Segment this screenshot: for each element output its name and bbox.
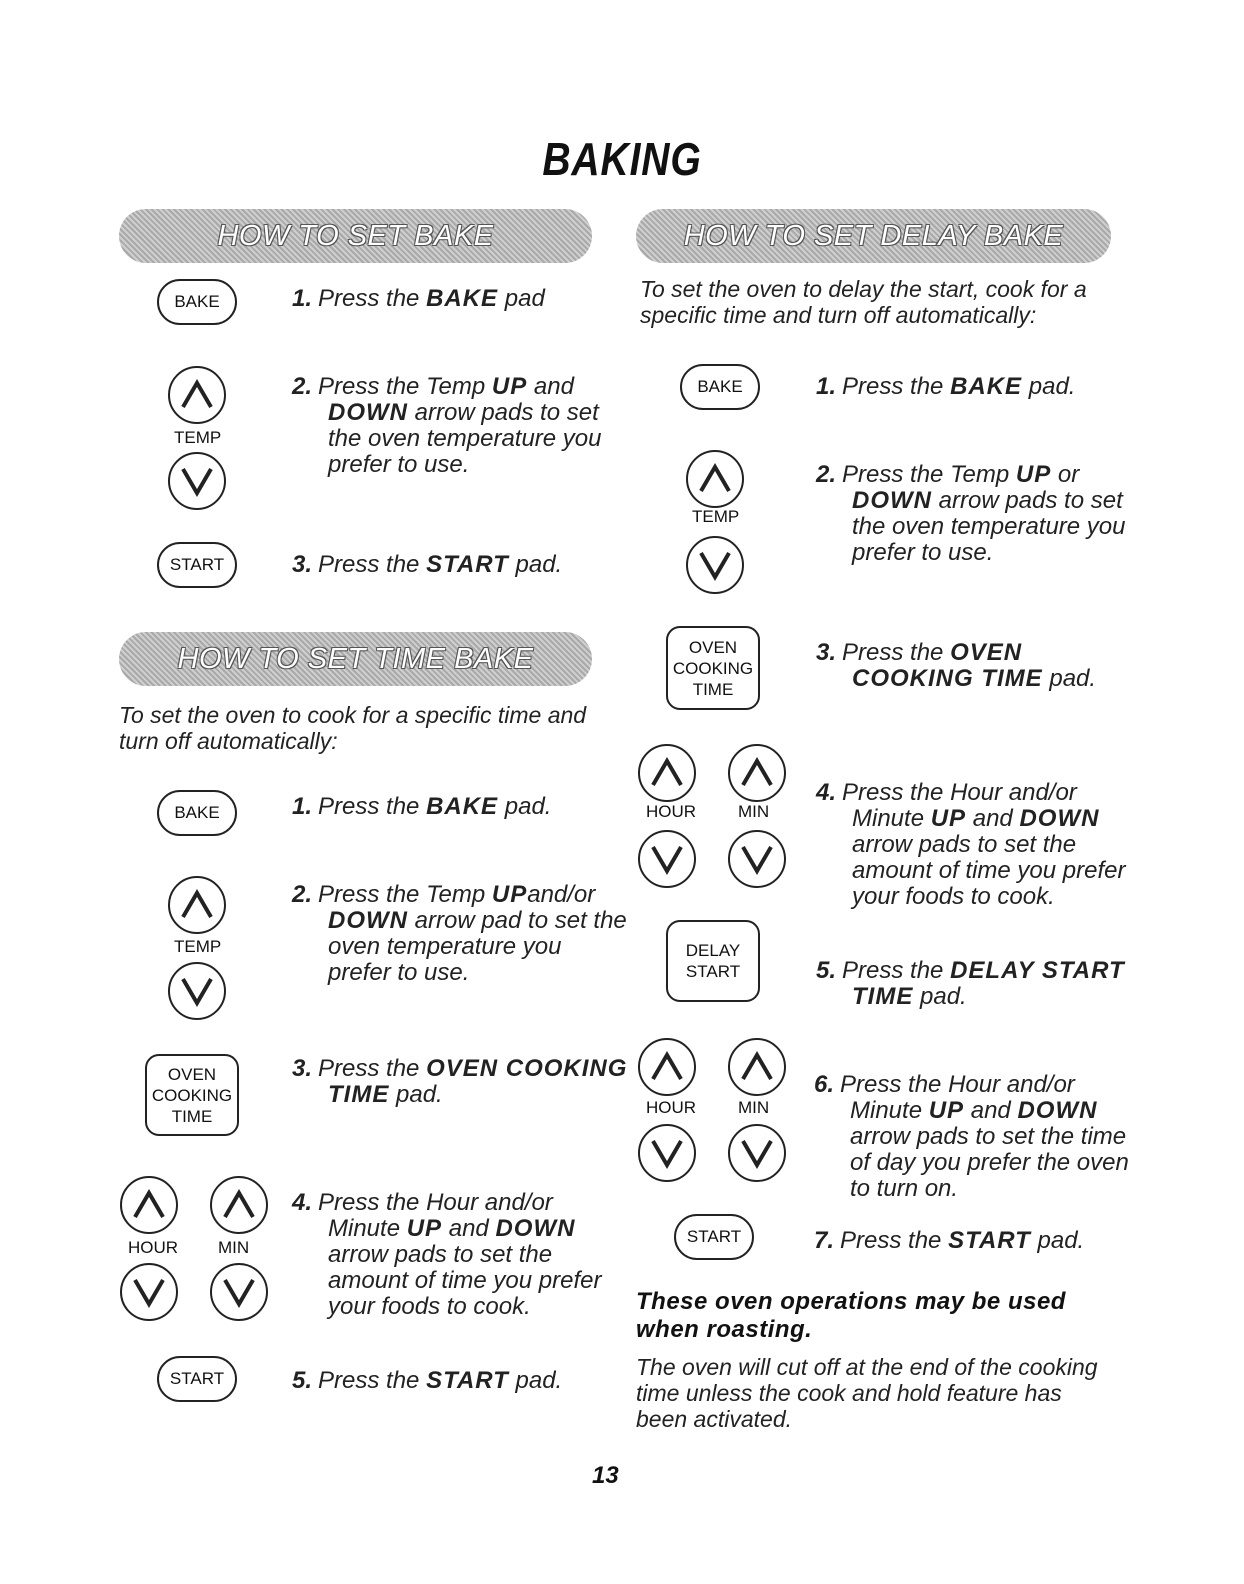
delay-bake-banner [636,209,1111,263]
temp-down-arrow-button[interactable] [168,962,226,1020]
pad-label-line: COOKING [672,658,754,678]
time-bake-step-5 [292,1368,592,1394]
down-arrow-icon [219,1274,259,1310]
step-number: 3. [816,639,837,666]
step-keyword: START [426,1367,509,1394]
min-up-arrow-button[interactable] [210,1176,268,1234]
step-keyword: DOWN [328,399,408,426]
up-arrow-icon [737,755,777,791]
step-number: 4. [816,779,837,806]
step-text: Press the [318,1367,427,1394]
min-label: MIN [738,1098,770,1117]
oven-cooking-time-pad[interactable] [666,626,760,710]
pad-label-line: COOKING [151,1085,233,1105]
step-text: pad. [508,1367,563,1394]
step-keyword: UP [491,881,528,908]
bake-pad-label: BAKE [174,292,220,311]
step-text: Press the Temp [318,881,492,908]
step-text: pad. [1030,1227,1085,1254]
step-text: Press the [842,957,951,984]
bake-pad-label: BAKE [697,377,743,396]
down-arrow-icon [177,463,217,499]
down-arrow-icon [737,1135,777,1171]
hour-down-arrow-button[interactable] [638,830,696,888]
delay-start-pad[interactable] [666,920,760,1002]
temp-up-arrow-button[interactable] [686,450,744,508]
page-number: 13 [592,1462,619,1489]
hour-down-arrow-button[interactable] [638,1124,696,1182]
step-keyword: UP [930,805,967,832]
hour-up-arrow-button[interactable] [120,1176,178,1234]
temp-down-arrow-button[interactable] [168,452,226,510]
delay-bake-banner-text: HOW TO SET DELAY BAKE [683,219,1064,252]
step-text: arrow pads to set the amount of time you prefer your foods to cook. [328,1241,602,1320]
time-bake-step-2 [292,882,628,986]
time-bake-banner [119,632,592,686]
down-arrow-icon [647,841,687,877]
step-text: arrow pads to set the oven temperature you prefer to use. [852,487,1126,566]
step-text: arrow pad to set the oven temperature you prefer to use. [328,907,627,986]
start-pad[interactable] [157,542,237,588]
step-number: 2. [292,881,313,908]
step-text: or [1051,461,1080,488]
step-keyword: BAKE [950,373,1023,400]
pad-label-line: TIME [692,679,734,699]
step-text: pad. [498,793,552,820]
step-number: 5. [816,957,837,984]
pad-label-line: TIME [171,1106,213,1126]
step-text: Press the [318,285,427,312]
delay-bake-step-5 [816,958,1147,1010]
down-arrow-icon [129,1274,169,1310]
set-bake-banner [119,209,592,263]
temp-label: TEMP [174,937,222,956]
hour-label: HOUR [128,1238,179,1257]
step-number: 1. [292,285,313,312]
bake-pad-label: BAKE [174,803,220,822]
step-keyword: BAKE [426,285,499,312]
down-arrow-icon [177,973,217,1009]
step-number: 3. [292,551,313,578]
bake-pad[interactable] [157,790,237,836]
step-keyword: DELAY START TIME [852,957,1125,1010]
step-keyword: DOWN [495,1215,576,1242]
step-keyword: UP [406,1215,443,1242]
start-pad[interactable] [674,1214,754,1260]
step-text: and/or [527,881,596,908]
up-arrow-icon [737,1049,777,1085]
bake-pad[interactable] [680,364,760,410]
step-text: pad [498,285,545,312]
step-number: 5. [292,1367,313,1394]
step-keyword: UP [1015,461,1052,488]
up-arrow-icon [647,1049,687,1085]
step-text: Press the [840,1227,949,1254]
step-text: Press the Temp [842,461,1016,488]
step-number: 6. [814,1071,835,1098]
delay-bake-step-1 [816,374,1111,400]
step-text: arrow pads to set the time of day you prefer the oven to turn on. [850,1123,1129,1202]
step-text: and [966,805,1020,832]
delay-bake-step-2 [816,462,1147,566]
temp-label: TEMP [692,507,740,526]
step-text: Press the [318,551,427,578]
step-number: 2. [292,373,313,400]
step-keyword: START [948,1227,1031,1254]
step-keyword: OVEN COOKING TIME [328,1055,628,1108]
step-text: arrow pads to set the amount of time you prefer your foods to cook. [852,831,1126,910]
step-text: Press the Hour and/or Minute [318,1189,553,1242]
hour-label: HOUR [646,802,697,821]
delay-bake-intro: To set the oven to delay the start, cook for a specific time and turn off automatically: [640,276,1087,328]
step-text: Press the [318,793,427,820]
step-text: pad. [913,983,967,1010]
bake-pad[interactable] [157,279,237,325]
page-title: BAKING [542,133,702,185]
step-number: 3. [292,1055,313,1082]
time-bake-banner-text: HOW TO SET TIME BAKE [177,642,534,675]
start-pad-label: START [169,1369,225,1388]
delay-bake-step-7 [814,1228,1111,1254]
step-keyword: DOWN [1019,805,1100,832]
pad-label-line: OVEN [167,1064,217,1084]
up-arrow-icon [695,461,735,497]
step-text: Press the Hour and/or Minute [840,1071,1075,1124]
roasting-notice: These oven operations may be used when roasting. [636,1288,1066,1343]
min-label: MIN [738,802,770,821]
step-text: Press the [842,373,951,400]
min-up-arrow-button[interactable] [728,744,786,802]
step-number: 4. [292,1189,313,1216]
time-bake-step-1 [292,794,592,820]
step-text: Press the Temp [318,373,492,400]
set-bake-banner-text: HOW TO SET BAKE [217,219,494,252]
step-text: Press the [842,639,951,666]
cutoff-footnote: The oven will cut off at the end of the cooking time unless the cook and hold feature has been activated. [636,1354,1098,1432]
delay-bake-step-6 [814,1072,1147,1202]
up-arrow-icon [177,377,217,413]
start-pad[interactable] [157,1356,237,1402]
step-text: and [964,1097,1018,1124]
up-arrow-icon [219,1187,259,1223]
set-bake-step-3 [292,552,592,578]
step-keyword: START [426,551,509,578]
up-arrow-icon [647,755,687,791]
step-keyword: OVEN COOKING TIME [852,639,1043,692]
down-arrow-icon [647,1135,687,1171]
step-number: 7. [814,1227,835,1254]
hour-down-arrow-button[interactable] [120,1263,178,1321]
step-keyword: UP [491,373,528,400]
hour-label: HOUR [646,1098,697,1117]
temp-up-arrow-button[interactable] [168,366,226,424]
time-bake-step-4 [292,1190,628,1320]
pad-label-line: DELAY [685,941,741,960]
step-keyword: DOWN [1017,1097,1098,1124]
start-pad-label: START [686,1227,742,1246]
step-text: pad. [1022,373,1076,400]
time-bake-intro: To set the oven to cook for a specific time and turn off automatically: [119,702,587,754]
min-up-arrow-button[interactable] [728,1038,786,1096]
up-arrow-icon [129,1187,169,1223]
step-keyword: UP [928,1097,965,1124]
hour-up-arrow-button[interactable] [638,744,696,802]
start-pad-label: START [169,555,225,574]
step-text: and [442,1215,496,1242]
temp-label: TEMP [174,428,222,447]
step-text: Press the [318,1055,427,1082]
step-number: 1. [292,793,313,820]
set-bake-step-2 [292,374,628,478]
step-text: arrow pads to set the oven temperature you prefer to use. [328,399,602,478]
step-number: 2. [816,461,837,488]
hour-up-arrow-button[interactable] [638,1038,696,1096]
down-arrow-icon [737,841,777,877]
step-keyword: BAKE [426,793,499,820]
step-text: Press the Hour and/or Minute [842,779,1077,832]
step-text: pad. [508,551,563,578]
min-down-arrow-button[interactable] [728,830,786,888]
down-arrow-icon [695,547,735,583]
time-bake-step-3 [292,1056,628,1108]
step-number: 1. [816,373,837,400]
pad-label-line: START [685,962,741,981]
min-label: MIN [218,1238,250,1257]
min-down-arrow-button[interactable] [728,1124,786,1182]
step-text: and [527,373,574,400]
step-keyword: DOWN [852,487,932,514]
step-keyword: DOWN [328,907,408,934]
step-text: pad. [1042,665,1097,692]
oven-cooking-time-pad[interactable] [145,1054,239,1136]
temp-down-arrow-button[interactable] [686,536,744,594]
step-text: pad. [389,1081,443,1108]
up-arrow-icon [177,887,217,923]
set-bake-step-1 [292,286,592,312]
temp-up-arrow-button[interactable] [168,876,226,934]
min-down-arrow-button[interactable] [210,1263,268,1321]
delay-bake-step-3 [816,640,1147,692]
delay-bake-step-4 [816,780,1147,910]
pad-label-line: OVEN [688,637,738,657]
